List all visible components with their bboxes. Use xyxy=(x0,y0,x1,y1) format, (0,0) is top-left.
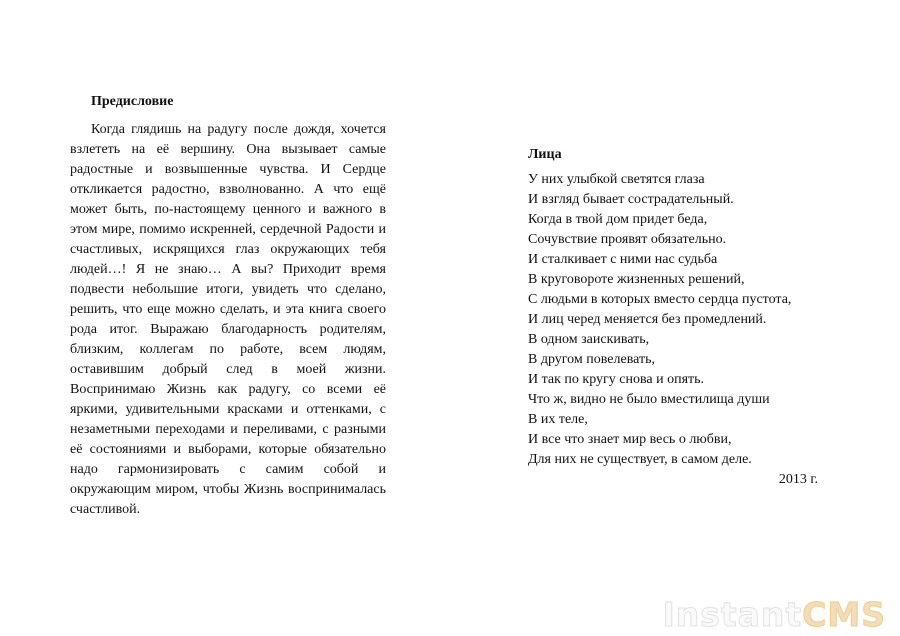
poem-line: Сочувствие проявят обязательно. xyxy=(528,232,727,247)
poem-lines xyxy=(528,170,828,470)
poem-line: В одном заискивать, xyxy=(528,332,650,347)
poem-line: У них улыбкой светятся глаза xyxy=(528,172,705,187)
watermark-part-cms: CMS xyxy=(802,595,886,634)
preface-title: Предисловие xyxy=(91,94,174,109)
poem-line: И все что знает мир весь о любви, xyxy=(528,432,732,447)
poem-line: В круговороте жизненных решений, xyxy=(528,272,745,287)
poem-line: Когда в твой дом придет беда, xyxy=(528,212,708,227)
poem-line: В другом повелевать, xyxy=(528,352,655,367)
poem-line: И так по кругу снова и опять. xyxy=(528,372,705,387)
right-page xyxy=(450,0,900,636)
poem-line: В их теле, xyxy=(528,412,588,427)
poem-line: Для них не существует, в самом деле. xyxy=(528,452,752,467)
instantcms-watermark xyxy=(662,595,886,634)
preface-text: Когда глядишь на радугу после дождя, хочется взлететь на её вершину. Она вызывает самые радостные и возвышенные чувства. И Сердце откликается радостно, взволнованно. А что ещё может быть, по-настоящему ценного и важного в этом мире, помимо искренней, сердечной Радости и счастливых, искрящихся глаз окружающих тебя людей…! Я не знаю… А вы? Приходит время подвести небольшие итоги, увидеть что сделано, решить, что еще можно сделать, и эта книга своего рода итог. Выражаю благодарность родителям, близким, коллегам по работе, всем людям, оставившим добрый след в моей жизни. Воспринимаю Жизнь как радугу, со всеми её яркими, удивительными красками и оттенками, с незаметными переходами и переливами, с разными её состояниями и выборами, которые обязательно надо гармонизировать с самим собой и окружающим миром, чтобы Жизнь воспринималась счастливой. xyxy=(70,122,386,517)
poem-line: И взгляд бывает сострадательный. xyxy=(528,192,734,207)
poem-title: Лица xyxy=(528,147,562,162)
poem-line: С людьми в которых вместо сердца пустота, xyxy=(528,292,792,307)
watermark-part-instant: Instant xyxy=(662,595,803,634)
poem-year: 2013 г. xyxy=(778,472,818,487)
poem-line: И лиц черед меняется без промедлений. xyxy=(528,312,767,327)
poem-line: И сталкивает с ними нас судьба xyxy=(528,252,718,267)
poem-line: Что ж, видно не было вместилища души xyxy=(528,392,770,407)
